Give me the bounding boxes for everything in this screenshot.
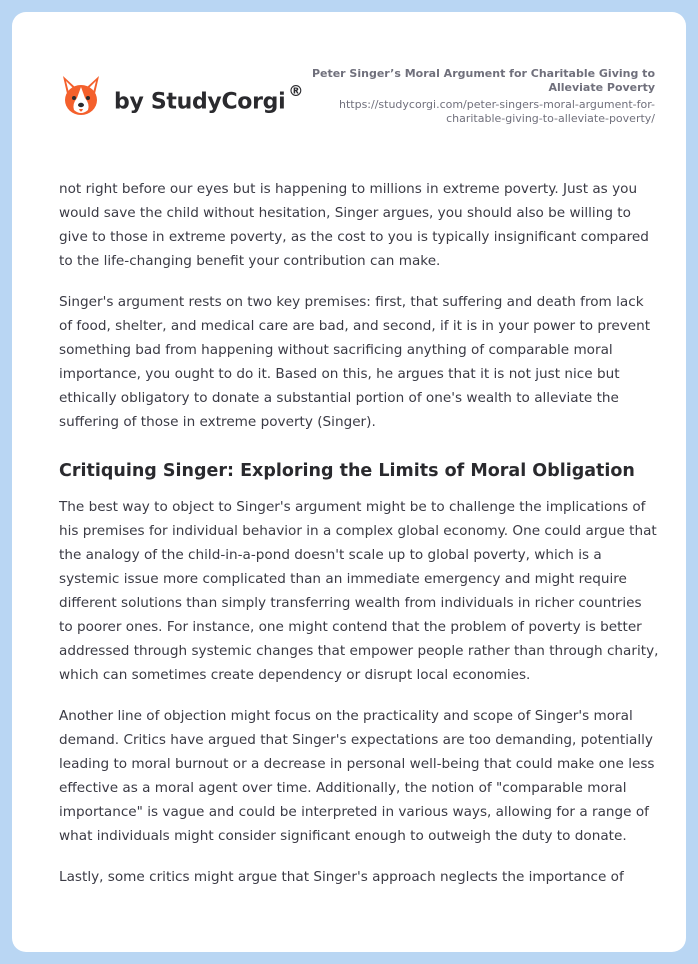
article-body	[59, 177, 659, 906]
registered-mark: ®	[288, 81, 304, 100]
corgi-logo-icon	[60, 74, 102, 118]
paragraph-2: Singer's argument rests on two key premises: first, that suffering and death from lack of food, shelter, and medical care are bad, and second, if it is in your power to prevent something bad from happening without sacrificing anything of comparable moral importance, you ought to do it. Based on this, he argues that it is not just nice but ethically obligatory to donate a substantial portion of one's wealth to alleviate the suffering of those in extreme poverty (Singer).	[59, 294, 651, 430]
paragraph-3: The best way to object to Singer's argument might be to challenge the implications of his premises for individual behavior in a complex global economy. One could argue that the analogy of the child-in-a-pond doesn't scale up to global poverty, which is a systemic issue more complicated than an immediate emergency and might require different solutions than simply transferring wealth from individuals in richer countries to poorer ones. For instance, one might contend that the problem of poverty is better addressed through systemic changes that empower people rather than through charity, which can sometimes create dependency or disrupt local economies.	[59, 499, 659, 683]
document-title: Peter Singer’s Moral Argument for Charitable Giving to Alleviate Poverty	[311, 67, 655, 94]
paragraph-4: Another line of objection might focus on the practicality and scope of Singer's moral demand. Critics have argued that Singer's expectations are too demanding, potentially leading to moral burnout or a decrease in personal well-being that could make one less effective as a moral agent over time. Additionally, the notion of "comparable moral importance" is vague and could be interpreted in various ways, allowing for a range of what individuals might consider significant enough to outweigh the duty to donate.	[59, 708, 655, 844]
brand-name: by StudyCorgi ®	[114, 81, 304, 115]
paragraph-5: Lastly, some critics might argue that Singer's approach neglects the importance of	[59, 869, 624, 885]
document-url[interactable]: https://studycorgi.com/peter-singers-moral-argument-for- charitable-giving-to-alleviate-poverty/	[338, 98, 655, 125]
section-heading: Critiquing Singer: Exploring the Limits of Moral Obligation	[59, 461, 635, 481]
document-page	[12, 12, 686, 952]
studycorgi-logo[interactable]	[60, 74, 303, 118]
document-meta	[295, 67, 655, 126]
paragraph-1: not right before our eyes but is happening to millions in extreme poverty. Just as you would save the child without hesitation, Singer argues, you should also be willing to give to those in extreme poverty, as the cost to you is typically insignificant compared to the life-changing benefit your contribution can make.	[59, 181, 649, 269]
page-header	[12, 12, 686, 162]
